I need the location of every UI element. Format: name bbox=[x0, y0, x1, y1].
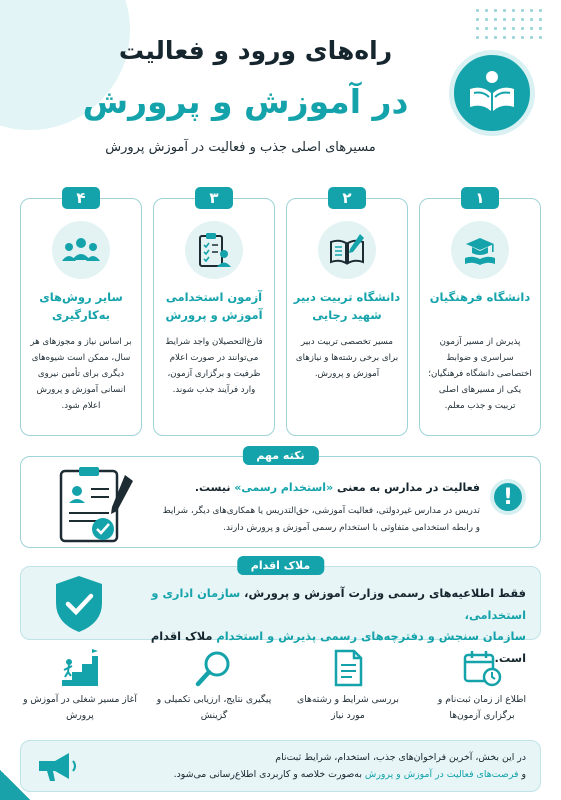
note-body: تدریس در مدارس غیردولتی، فعالیت آموزشی، حق‌التدریس یا همکاری‌های دیگر، شرایط و رابطه استخدامی متفاوتی با استخدام رسمی آموزش و پرورش دارند. bbox=[162, 506, 480, 533]
step-2 bbox=[289, 648, 407, 732]
graduation-book-icon bbox=[451, 221, 509, 279]
footer-announcement bbox=[20, 740, 541, 792]
steps-row bbox=[20, 648, 541, 732]
card-description: بر اساس نیاز و مجوزهای هر سال، ممکن است شیوه‌های دیگری برای تأمین نیروی انسانی آموزش و پرورش اعلام شود. bbox=[30, 337, 132, 411]
path-card-2 bbox=[286, 189, 408, 436]
note-label: نکته مهم bbox=[242, 446, 318, 465]
card-number: ۳ bbox=[195, 187, 233, 209]
action-criteria bbox=[20, 559, 541, 666]
footer-text: در این بخش، آخرین فراخوان‌های جذب، استخدام، شرایط ثبت‌نام و فرصت‌های فعالیت در آموزش و پرورش به‌صورت خلاصه و کاربردی اطلاع‌رسانی می‌شود. bbox=[173, 752, 526, 781]
card-title: آزمون استخدامی آموزش و پرورش bbox=[165, 290, 263, 322]
clipboard-person-icon bbox=[185, 221, 243, 279]
step-text: اطلاع از زمان ثبت‌نام و برگزاری آزمون‌ها bbox=[437, 694, 527, 722]
exclamation-icon: ! bbox=[490, 479, 526, 515]
card-number: ۱ bbox=[461, 187, 499, 209]
criteria-label: ملاک اقدام bbox=[237, 556, 324, 575]
document-icon bbox=[328, 648, 368, 688]
criteria-text: فقط اطلاعیه‌های رسمی وزارت آموزش و پرورش، سازمان اداری و استخدامی، سازمان سنجش و دفترچه‌های رسمی پذیرش و استخدام ملاک اقدام است. bbox=[150, 586, 526, 666]
important-note bbox=[20, 449, 541, 548]
card-title: دانشگاه فرهنگیان bbox=[429, 290, 531, 304]
header bbox=[20, 30, 541, 170]
contract-pen-icon bbox=[43, 465, 143, 545]
card-description: مسیر تخصصی تربیت دبیر برای برخی رشته‌ها و نیازهای آموزش و پرورش. bbox=[295, 337, 399, 379]
calendar-clock-icon bbox=[462, 648, 502, 688]
page-title-line1: راه‌های ورود و فعالیت bbox=[118, 36, 393, 65]
magnifier-icon bbox=[194, 648, 234, 688]
step-1 bbox=[423, 648, 541, 732]
open-book-pen-icon bbox=[318, 221, 376, 279]
step-text: پیگیری نتایج، ارزیابی تکمیلی و گزینش bbox=[156, 694, 272, 722]
card-number: ۴ bbox=[62, 187, 100, 209]
card-description: پذیرش از مسیر آزمون سراسری و ضوابط اختصاصی دانشگاه فرهنگیان؛ یکی از مسیرهای اصلی تربیت و جذب معلم. bbox=[428, 337, 532, 411]
card-description: فارغ‌التحصیلان واجد شرایط می‌توانند در صورت اعلام ظرفیت و برگزاری آزمون، وارد فرآیند جذب شوند. bbox=[165, 337, 263, 395]
path-card-3 bbox=[153, 189, 275, 436]
step-3 bbox=[155, 648, 273, 732]
step-4 bbox=[21, 648, 139, 732]
group-people-icon bbox=[52, 221, 110, 279]
megaphone-icon bbox=[35, 749, 79, 785]
stairs-person-icon bbox=[60, 648, 100, 688]
shield-check-icon bbox=[51, 573, 107, 635]
path-card-1 bbox=[419, 189, 541, 436]
card-number: ۲ bbox=[328, 187, 366, 209]
page-title-line2: در آموزش و پرورش bbox=[82, 82, 409, 121]
step-text: بررسی شرایط و رشته‌های مورد نیاز bbox=[297, 694, 399, 722]
path-card-4 bbox=[20, 189, 142, 436]
card-title: دانشگاه تربیت دبیر شهید رجایی bbox=[293, 290, 401, 322]
education-logo-icon bbox=[449, 50, 535, 136]
step-text: آغاز مسیر شغلی در آموزش و پرورش bbox=[23, 694, 137, 722]
note-headline: فعالیت در مدارس به معنی «استخدام رسمی» نیست. bbox=[194, 481, 480, 494]
card-title: سایر روش‌های به‌کارگیری bbox=[39, 290, 123, 322]
entry-paths bbox=[20, 189, 541, 436]
page-subtitle: مسیرهای اصلی جذب و فعالیت در آموزش پرورش bbox=[105, 140, 376, 155]
